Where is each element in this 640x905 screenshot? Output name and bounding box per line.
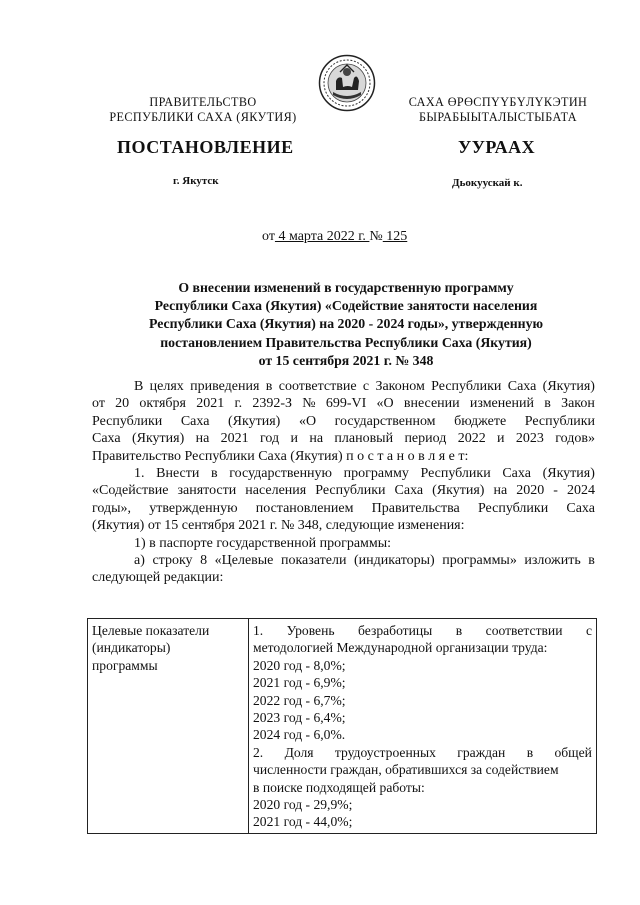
ref-date: 4 марта 2022 г.	[274, 229, 370, 244]
indicator-value: 2022 год - 6,7%;	[253, 692, 346, 708]
body-text: показатели	[280, 552, 347, 568]
text-word: безработицы	[358, 623, 433, 638]
body-text: программы»	[442, 552, 517, 568]
text-word: в	[455, 623, 463, 638]
body-text: (Якутия)	[542, 465, 595, 481]
body-line	[92, 535, 595, 552]
body-text: плановый	[334, 431, 394, 447]
body-text: бюджете	[454, 413, 507, 429]
body-text: Правительства	[371, 500, 460, 516]
body-text: Республики	[477, 500, 549, 516]
body-text: 2020	[516, 483, 545, 499]
body-text: изложить	[524, 552, 581, 568]
government-name-ru-line1: ПРАВИТЕЛЬСТВО	[149, 95, 257, 109]
body-text: на	[309, 431, 324, 447]
decree-title	[100, 279, 592, 370]
body-text: и	[290, 431, 298, 447]
body-text: Саха	[92, 431, 121, 447]
title-line: Республики Саха (Якутия) «Содействие занятости населения	[154, 298, 538, 314]
government-name-ru	[93, 95, 313, 125]
body-text: (Якутия) от 15 сентября 2021 г. № 348, следующие изменения:	[92, 518, 465, 534]
body-text: целях	[149, 379, 184, 394]
body-text: на	[195, 431, 210, 447]
government-name-ru-line2: РЕСПУБЛИКИ САХА (ЯКУТИЯ)	[109, 110, 297, 124]
indicator-value: 2023 год - 6,4%;	[253, 710, 346, 726]
text-word: общей	[554, 744, 592, 760]
body-text: Республики	[92, 413, 163, 429]
body-text: октября	[139, 396, 186, 412]
label-line: программы	[92, 657, 158, 673]
body-text: занятости	[177, 483, 237, 499]
body-text: 2023	[515, 431, 544, 447]
body-text: от	[92, 396, 105, 412]
body-text: соответствие	[278, 379, 357, 394]
title-line: Республики Саха (Якутия) на 2020 - 2024 годы», утвержденную	[148, 316, 544, 332]
government-name-sah-line1: САХА ӨРӨСПҮҮБҮЛҮКЭТИН	[408, 95, 588, 109]
text-word: Доля	[284, 744, 314, 760]
indicator-value: 2020 год - 8,0%;	[253, 657, 346, 673]
body-text: на	[493, 483, 508, 499]
body-text: Республики	[431, 379, 502, 394]
text-word: 1.	[253, 623, 264, 638]
ref-prefix: от	[262, 229, 275, 244]
body-text: (Якутия)	[131, 431, 185, 447]
text-word: 2.	[253, 744, 264, 760]
indicator-2-line: численности граждан, обратившихся за содействием	[253, 762, 559, 778]
label-line: Целевые показатели	[92, 623, 210, 638]
body-text: приведения	[190, 379, 260, 394]
indicator-value: 2021 год - 6,9%;	[253, 675, 346, 691]
body-line	[92, 378, 595, 395]
body-text: год	[260, 431, 280, 447]
body-text: государственном	[334, 413, 436, 429]
title-line: от 15 сентября 2021 г. № 348	[258, 352, 434, 368]
ref-number-sign: №	[369, 229, 383, 244]
body-text: строку	[152, 552, 193, 568]
body-line	[92, 569, 595, 586]
body-text: 2021	[196, 396, 225, 412]
label-line: (индикаторы)	[92, 640, 171, 656]
body-text: изменений	[469, 396, 534, 412]
body-text: «О	[298, 413, 317, 429]
body-text: 2021	[220, 431, 249, 447]
body-text: Саха	[502, 465, 531, 481]
body-text: 1.	[134, 465, 145, 481]
indicator-2-line: в поиске подходящей работы:	[253, 779, 425, 795]
government-name-sah	[398, 95, 598, 125]
body-line	[92, 482, 595, 499]
body-text: в	[544, 396, 551, 412]
city-sah: Дьокуускай к.	[452, 177, 523, 189]
body-text: 2024	[566, 483, 595, 499]
indicators-values-cell	[249, 619, 597, 834]
body-text: -	[553, 483, 558, 499]
body-text: Саха	[394, 483, 424, 499]
body-text: годов»	[555, 431, 595, 447]
body-line	[92, 448, 595, 465]
body-text: Саха	[507, 379, 537, 394]
government-name-sah-line2: БЫРАБЫЫТАЛЫСТЫБАТА	[418, 110, 578, 124]
body-text: Саха	[180, 413, 210, 429]
text-word: граждан	[457, 744, 506, 760]
body-text: постановлением	[255, 500, 354, 516]
body-text: и	[497, 431, 505, 447]
body-text: утвержденную	[149, 500, 238, 516]
indicator-1-line	[253, 622, 592, 639]
body-text: в	[211, 465, 218, 481]
body-text: Законом	[375, 379, 425, 394]
indicator-value: 2020 год - 29,9%;	[253, 797, 353, 813]
table-row	[88, 619, 597, 834]
body-text: №	[302, 396, 316, 412]
text-word: с	[585, 623, 592, 638]
body-text: 2022	[457, 431, 486, 447]
indicators-table	[87, 618, 597, 834]
coat-of-arms-emblem-icon	[318, 54, 376, 112]
decree-reference	[262, 229, 407, 245]
body-text: Внести	[156, 465, 200, 481]
body-text: В	[134, 379, 144, 394]
body-text: программу	[343, 465, 409, 481]
body-line	[92, 413, 595, 430]
body-text: (Якутия)	[542, 379, 595, 394]
body-text: «Содействие	[92, 483, 169, 499]
body-text: Республики	[420, 465, 491, 481]
body-text: Правительство Республики Саха (Якутия)	[92, 448, 343, 464]
text-word: в	[526, 744, 534, 760]
body-text: Республики	[524, 413, 595, 429]
decree-word: п о с т а н о в л я е т:	[346, 448, 469, 464]
indicators-label-cell	[88, 619, 249, 834]
body-text: годы»,	[92, 500, 132, 516]
body-line	[92, 552, 595, 569]
body-text: внесении	[403, 396, 460, 412]
body-text: государственную	[229, 465, 333, 481]
body-text: (индикаторы)	[354, 552, 435, 568]
indicator-1-line: методологией Международной организации труда:	[253, 640, 548, 656]
decree-body	[92, 378, 595, 587]
body-text: «О	[376, 396, 394, 412]
indicator-value: 2021 год - 44,0%;	[253, 814, 353, 830]
body-line	[92, 465, 595, 482]
body-text: «Целевые	[214, 552, 274, 568]
body-text: 20	[115, 396, 130, 412]
body-text: в	[588, 552, 595, 568]
body-text: с	[362, 379, 370, 394]
body-text: населения	[245, 483, 307, 499]
text-word: соответствии	[485, 623, 563, 638]
body-text: г.	[234, 396, 243, 412]
body-text: Закон	[561, 396, 595, 412]
body-text: (Якутия)	[432, 483, 485, 499]
body-text: в	[265, 379, 273, 394]
body-text: 1) в паспорте государственной программы:	[134, 535, 392, 551]
ref-number: 125	[382, 229, 408, 244]
body-text: а)	[134, 552, 145, 568]
doc-type-ru: ПОСТАНОВЛЕНИЕ	[117, 137, 294, 157]
body-text: период	[404, 431, 447, 447]
body-line	[92, 500, 595, 517]
indicator-value: 2024 год - 6,0%.	[253, 727, 346, 743]
body-text: Республики	[315, 483, 386, 499]
body-text: 699-VI	[325, 396, 367, 412]
doc-type-sah: УУРААХ	[458, 137, 536, 157]
body-text: 2392-З	[252, 396, 293, 412]
body-line	[92, 430, 595, 447]
body-line	[92, 395, 595, 412]
indicator-2-line	[253, 744, 592, 761]
body-line	[92, 517, 595, 534]
body-text: (Якутия)	[228, 413, 281, 429]
city-ru: г. Якутск	[173, 175, 219, 187]
text-word: трудоустроенных	[334, 744, 436, 760]
body-text: следующей редакции:	[92, 570, 224, 586]
body-text: 8	[200, 552, 208, 568]
body-text: Саха	[566, 500, 595, 516]
title-line: О внесении изменений в государственную программу	[178, 280, 514, 295]
title-line: постановлением Правительства Республики Саха (Якутия)	[160, 334, 532, 350]
text-word: Уровень	[286, 623, 335, 638]
